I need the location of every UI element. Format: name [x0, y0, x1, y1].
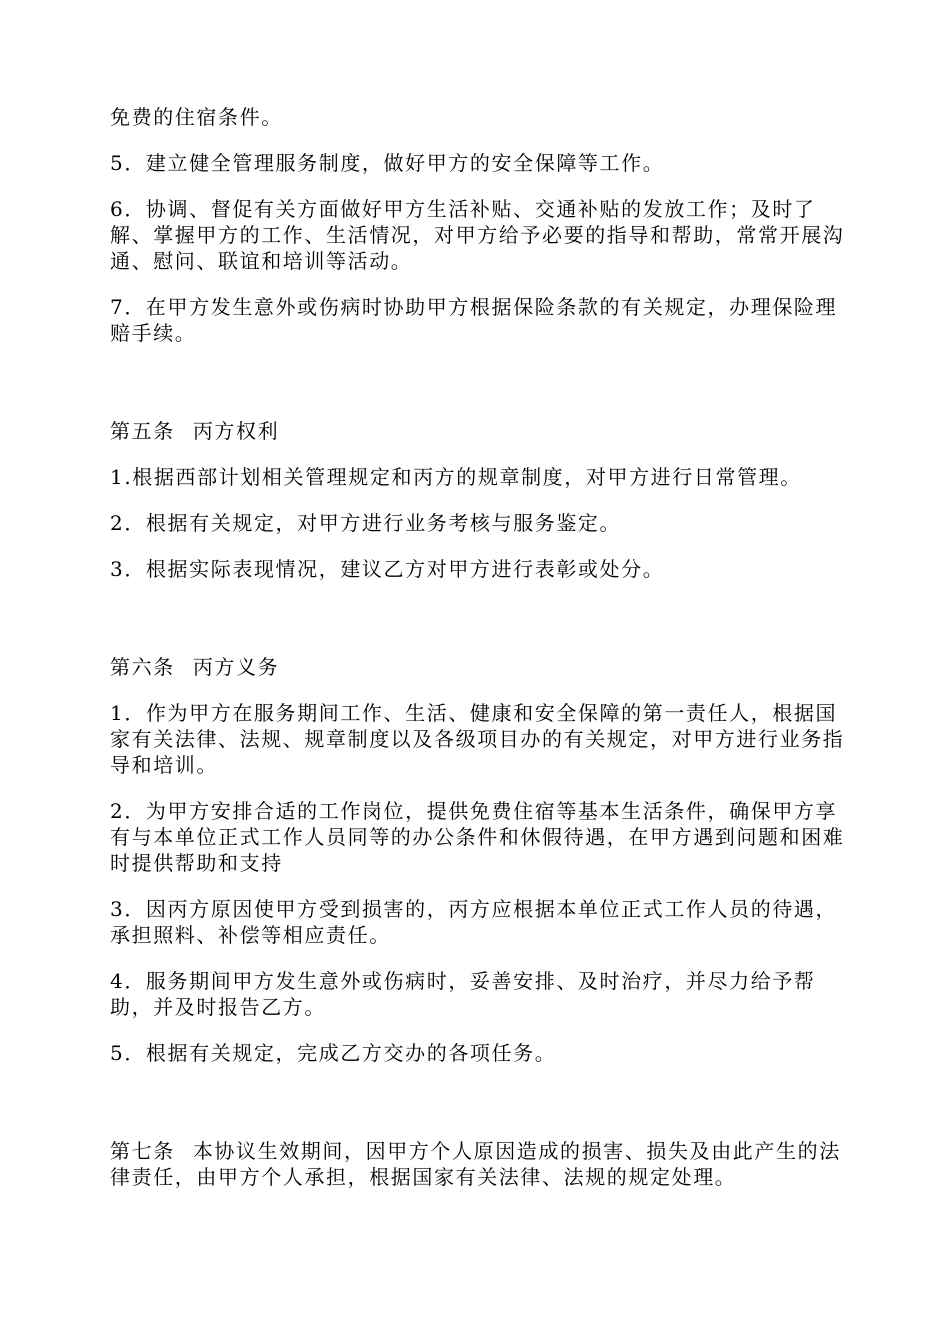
paragraph-item-6: 6．协调、督促有关方面做好甲方生活补贴、交通补贴的发放工作；及时了解、掌握甲方的工作、生活情况，对甲方给予必要的指导和帮助，常常开展沟通、慰问、联谊和培训等活动。 — [110, 197, 845, 273]
article-6-item-5: 5．根据有关规定，完成乙方交办的各项任务。 — [110, 1041, 557, 1065]
article-5-item-2: 2．根据有关规定，对甲方进行业务考核与服务鉴定。 — [110, 511, 622, 535]
article-7-paragraph — [110, 1138, 845, 1190]
document-page — [110, 104, 845, 1190]
article-7-number: 第七条 — [110, 1139, 175, 1163]
article-6-title: 丙方义务 — [192, 655, 280, 679]
article-6-item-1: 1．作为甲方在服务期间工作、生活、健康和安全保障的第一责任人，根据国家有关法律、法规、规章制度以及各级项目办的有关规定，对甲方进行业务指导和培训。 — [110, 701, 845, 777]
article-6-heading — [110, 654, 845, 680]
article-6-item-4: 4．服务期间甲方发生意外或伤病时，妥善安排、及时治疗，并尽力给予帮助，并及时报告乙方。 — [110, 969, 816, 1019]
article-5-number: 第五条 — [110, 419, 175, 443]
article-5-item-1: 1.根据西部计划相关管理规定和丙方的规章制度，对甲方进行日常管理。 — [110, 465, 802, 489]
paragraph-free-housing: 免费的住宿条件。 — [110, 105, 283, 129]
article-6-item-3: 3．因丙方原因使甲方受到损害的，丙方应根据本单位正式工作人员的待遇，承担照料、补偿等相应责任。 — [110, 897, 838, 947]
article-5-item-3: 3．根据实际表现情况，建议乙方对甲方进行表彰或处分。 — [110, 557, 665, 581]
paragraph-item-7: 7．在甲方发生意外或伤病时协助甲方根据保险条款的有关规定，办理保险理赔手续。 — [110, 295, 838, 345]
article-7-text: 本协议生效期间，因甲方个人原因造成的损害、损失及由此产生的法律责任，由甲方个人承担，根据国家有关法律、法规的规定处理。 — [110, 1139, 841, 1189]
article-6-number: 第六条 — [110, 655, 175, 679]
article-5-heading — [110, 418, 845, 444]
paragraph-item-5: 5．建立健全管理服务制度，做好甲方的安全保障等工作。 — [110, 151, 665, 175]
article-6-item-2: 2．为甲方安排合适的工作岗位，提供免费住宿等基本生活条件，确保甲方享有与本单位正式工作人员同等的办公条件和休假待遇，在甲方遇到问题和困难时提供帮助和支持 — [110, 799, 845, 875]
article-5-title: 丙方权利 — [192, 419, 280, 443]
